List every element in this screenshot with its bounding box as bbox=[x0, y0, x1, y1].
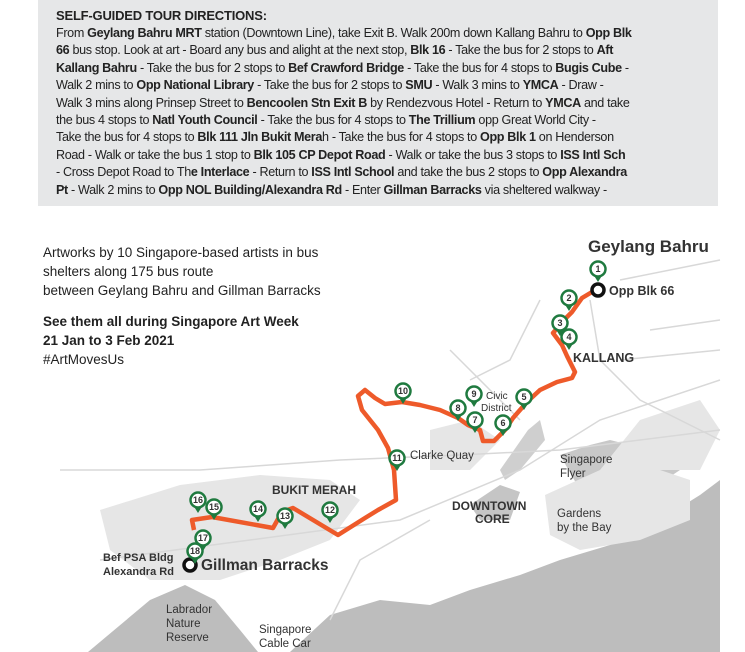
direction-text: h - Take the bus for 4 stops to bbox=[322, 130, 481, 145]
stop-name: Blk 111 Jln Bukit Mera bbox=[197, 130, 323, 145]
stop-name: Natl Youth Council bbox=[152, 113, 258, 128]
direction-text: Walk 2 mins to bbox=[56, 78, 137, 93]
area-downtown-2: CORE bbox=[475, 512, 510, 526]
pin-number: 10 bbox=[397, 386, 409, 397]
direction-text: opp Great World City - bbox=[475, 113, 596, 128]
pin-number: 14 bbox=[252, 504, 264, 515]
stop-name: YMCA bbox=[522, 78, 559, 93]
direction-text: on Henderson bbox=[535, 130, 614, 145]
stop-name: Blk 16 bbox=[410, 43, 446, 58]
area-gardens-1: Gardens bbox=[557, 508, 602, 520]
artwork-pin-6[interactable] bbox=[496, 416, 511, 437]
direction-text: - Take the bus for 2 stops to bbox=[253, 78, 406, 93]
artwork-pin-1[interactable] bbox=[591, 262, 606, 283]
direction-text: - Cross Depot Road to Th bbox=[56, 165, 191, 180]
stop-name: Opp Alexandra bbox=[542, 165, 627, 180]
intro-line-1: Artworks by 10 Singapore-based artists in bus bbox=[43, 245, 319, 260]
stop-name: Aft bbox=[596, 43, 614, 58]
stop-name: Bugis Cube bbox=[555, 60, 622, 75]
pin-number: 3 bbox=[557, 318, 563, 329]
area-flyer-1: Singapore bbox=[560, 454, 613, 466]
direction-text: - Take the bus for 4 stops to bbox=[257, 113, 409, 128]
area-civic-2: District bbox=[481, 403, 512, 414]
pin-number: 13 bbox=[279, 511, 291, 522]
stop-name: The Trillium bbox=[408, 113, 476, 128]
direction-text: the bus 4 stops to bbox=[56, 113, 153, 128]
stop-name: Gillman Barracks bbox=[383, 182, 482, 197]
stop-name: e Interlace bbox=[190, 165, 250, 180]
stop-name: ISS Intl Sch bbox=[560, 147, 626, 162]
pin-number: 6 bbox=[500, 418, 506, 429]
direction-text: - Draw - bbox=[558, 78, 604, 93]
stop-name: Pt bbox=[56, 182, 68, 197]
hashtag: #ArtMovesUs bbox=[43, 352, 125, 367]
area-bukit-merah: BUKIT MERAH bbox=[272, 483, 356, 497]
stop-name: Bencoolen Stn Exit B bbox=[246, 95, 367, 110]
stop-name: YMCA bbox=[545, 95, 581, 110]
area-kallang: KALLANG bbox=[573, 351, 635, 365]
intro-text bbox=[43, 243, 321, 369]
stop-name: Opp Blk 1 bbox=[480, 130, 536, 145]
pin-number: 11 bbox=[392, 453, 402, 464]
intro-line-3: between Geylang Bahru and Gillman Barracks bbox=[43, 283, 321, 298]
start-stop-marker bbox=[592, 284, 604, 296]
pin-number: 1 bbox=[595, 264, 601, 275]
direction-text: - Enter bbox=[341, 182, 384, 197]
stop-name: SMU bbox=[405, 78, 433, 93]
area-labrador-3: Reserve bbox=[166, 632, 209, 644]
pin-number: 16 bbox=[192, 495, 204, 506]
pin-number: 5 bbox=[521, 392, 527, 403]
area-cable-car-2: Cable Car bbox=[259, 638, 311, 650]
end-stop-label-1: Bef PSA Bldg bbox=[103, 552, 174, 564]
area-clarke-quay: Clarke Quay bbox=[410, 450, 474, 462]
area-downtown-1: DOWNTOWN bbox=[452, 499, 527, 513]
area-labrador-2: Nature bbox=[166, 618, 201, 630]
pin-number: 17 bbox=[197, 533, 209, 544]
direction-text: by Rendezvous Hotel - Return to bbox=[366, 95, 546, 110]
area-labrador-1: Labrador bbox=[166, 604, 213, 616]
direction-text: - Walk or take the bus 3 stops to bbox=[385, 147, 561, 162]
area-cable-car-1: Singapore bbox=[259, 624, 312, 636]
direction-text: via sheltered walkway - bbox=[481, 182, 607, 197]
pin-number: 8 bbox=[455, 403, 461, 414]
pin-number: 9 bbox=[471, 389, 477, 400]
direction-text: station (Downtown Line), take Exit B. Walk 200m down Kallang Bahru to bbox=[201, 26, 586, 40]
pin-number: 18 bbox=[189, 546, 201, 557]
direction-text: - Take the bus for 4 stops to bbox=[403, 60, 556, 75]
stop-name: Bef Crawford Bridge bbox=[288, 60, 404, 75]
direction-text: bus stop. Look at art - Board any bus and alight at the next stop, bbox=[69, 43, 411, 58]
direction-text: Walk 3 mins along Prinsep Street to bbox=[56, 95, 247, 110]
area-civic-1: Civic bbox=[486, 391, 508, 402]
stop-name: Opp National Library bbox=[136, 78, 254, 93]
stop-name: Kallang Bahru bbox=[56, 60, 137, 75]
stop-name: Opp Blk bbox=[585, 26, 632, 40]
area-flyer-2: Flyer bbox=[560, 468, 586, 480]
direction-text: Road - Walk or take the bus 1 stop to bbox=[56, 147, 254, 162]
direction-text: - Return to bbox=[249, 165, 312, 180]
direction-text: and take bbox=[580, 95, 630, 110]
end-label: Gillman Barracks bbox=[201, 557, 329, 574]
pin-number: 15 bbox=[208, 502, 220, 513]
pin-number: 4 bbox=[566, 332, 572, 343]
direction-text: - Take the bus for 2 stops to bbox=[445, 43, 597, 58]
intro-line-2: shelters along 175 bus route bbox=[43, 264, 214, 279]
artwork-pin-5[interactable] bbox=[517, 390, 532, 411]
direction-text: - Take the bus for 2 stops to bbox=[136, 60, 289, 75]
start-stop-label: Opp Blk 66 bbox=[609, 284, 675, 298]
event-dates: 21 Jan to 3 Feb 2021 bbox=[43, 333, 175, 348]
direction-text: - bbox=[621, 60, 629, 75]
end-stop-label-2: Alexandra Rd bbox=[103, 566, 174, 578]
event-line-1: See them all during Singapore Art Week bbox=[43, 314, 299, 329]
artwork-pin-9[interactable] bbox=[467, 387, 482, 408]
stop-name: Geylang Bahru MRT bbox=[87, 26, 202, 40]
pin-number: 2 bbox=[566, 293, 572, 304]
direction-text: and take the bus 2 stops to bbox=[394, 165, 543, 180]
stop-name: 66 bbox=[56, 43, 70, 58]
direction-text: From bbox=[56, 26, 88, 40]
area-gardens-2: by the Bay bbox=[557, 522, 612, 534]
pin-number: 7 bbox=[472, 415, 478, 426]
stop-name: ISS Intl School bbox=[311, 165, 395, 180]
stop-name: Blk 105 CP Depot Road bbox=[253, 147, 386, 162]
directions-title: SELF-GUIDED TOUR DIRECTIONS: bbox=[56, 8, 267, 23]
direction-text: - Walk 2 mins to bbox=[67, 182, 159, 197]
stop-name: Opp NOL Building/Alexandra Rd bbox=[158, 182, 342, 197]
pin-number: 12 bbox=[324, 505, 336, 516]
direction-text: Take the bus for 4 stops to bbox=[56, 130, 198, 145]
direction-text: - Walk 3 mins to bbox=[432, 78, 523, 93]
start-label: Geylang Bahru bbox=[588, 237, 709, 256]
